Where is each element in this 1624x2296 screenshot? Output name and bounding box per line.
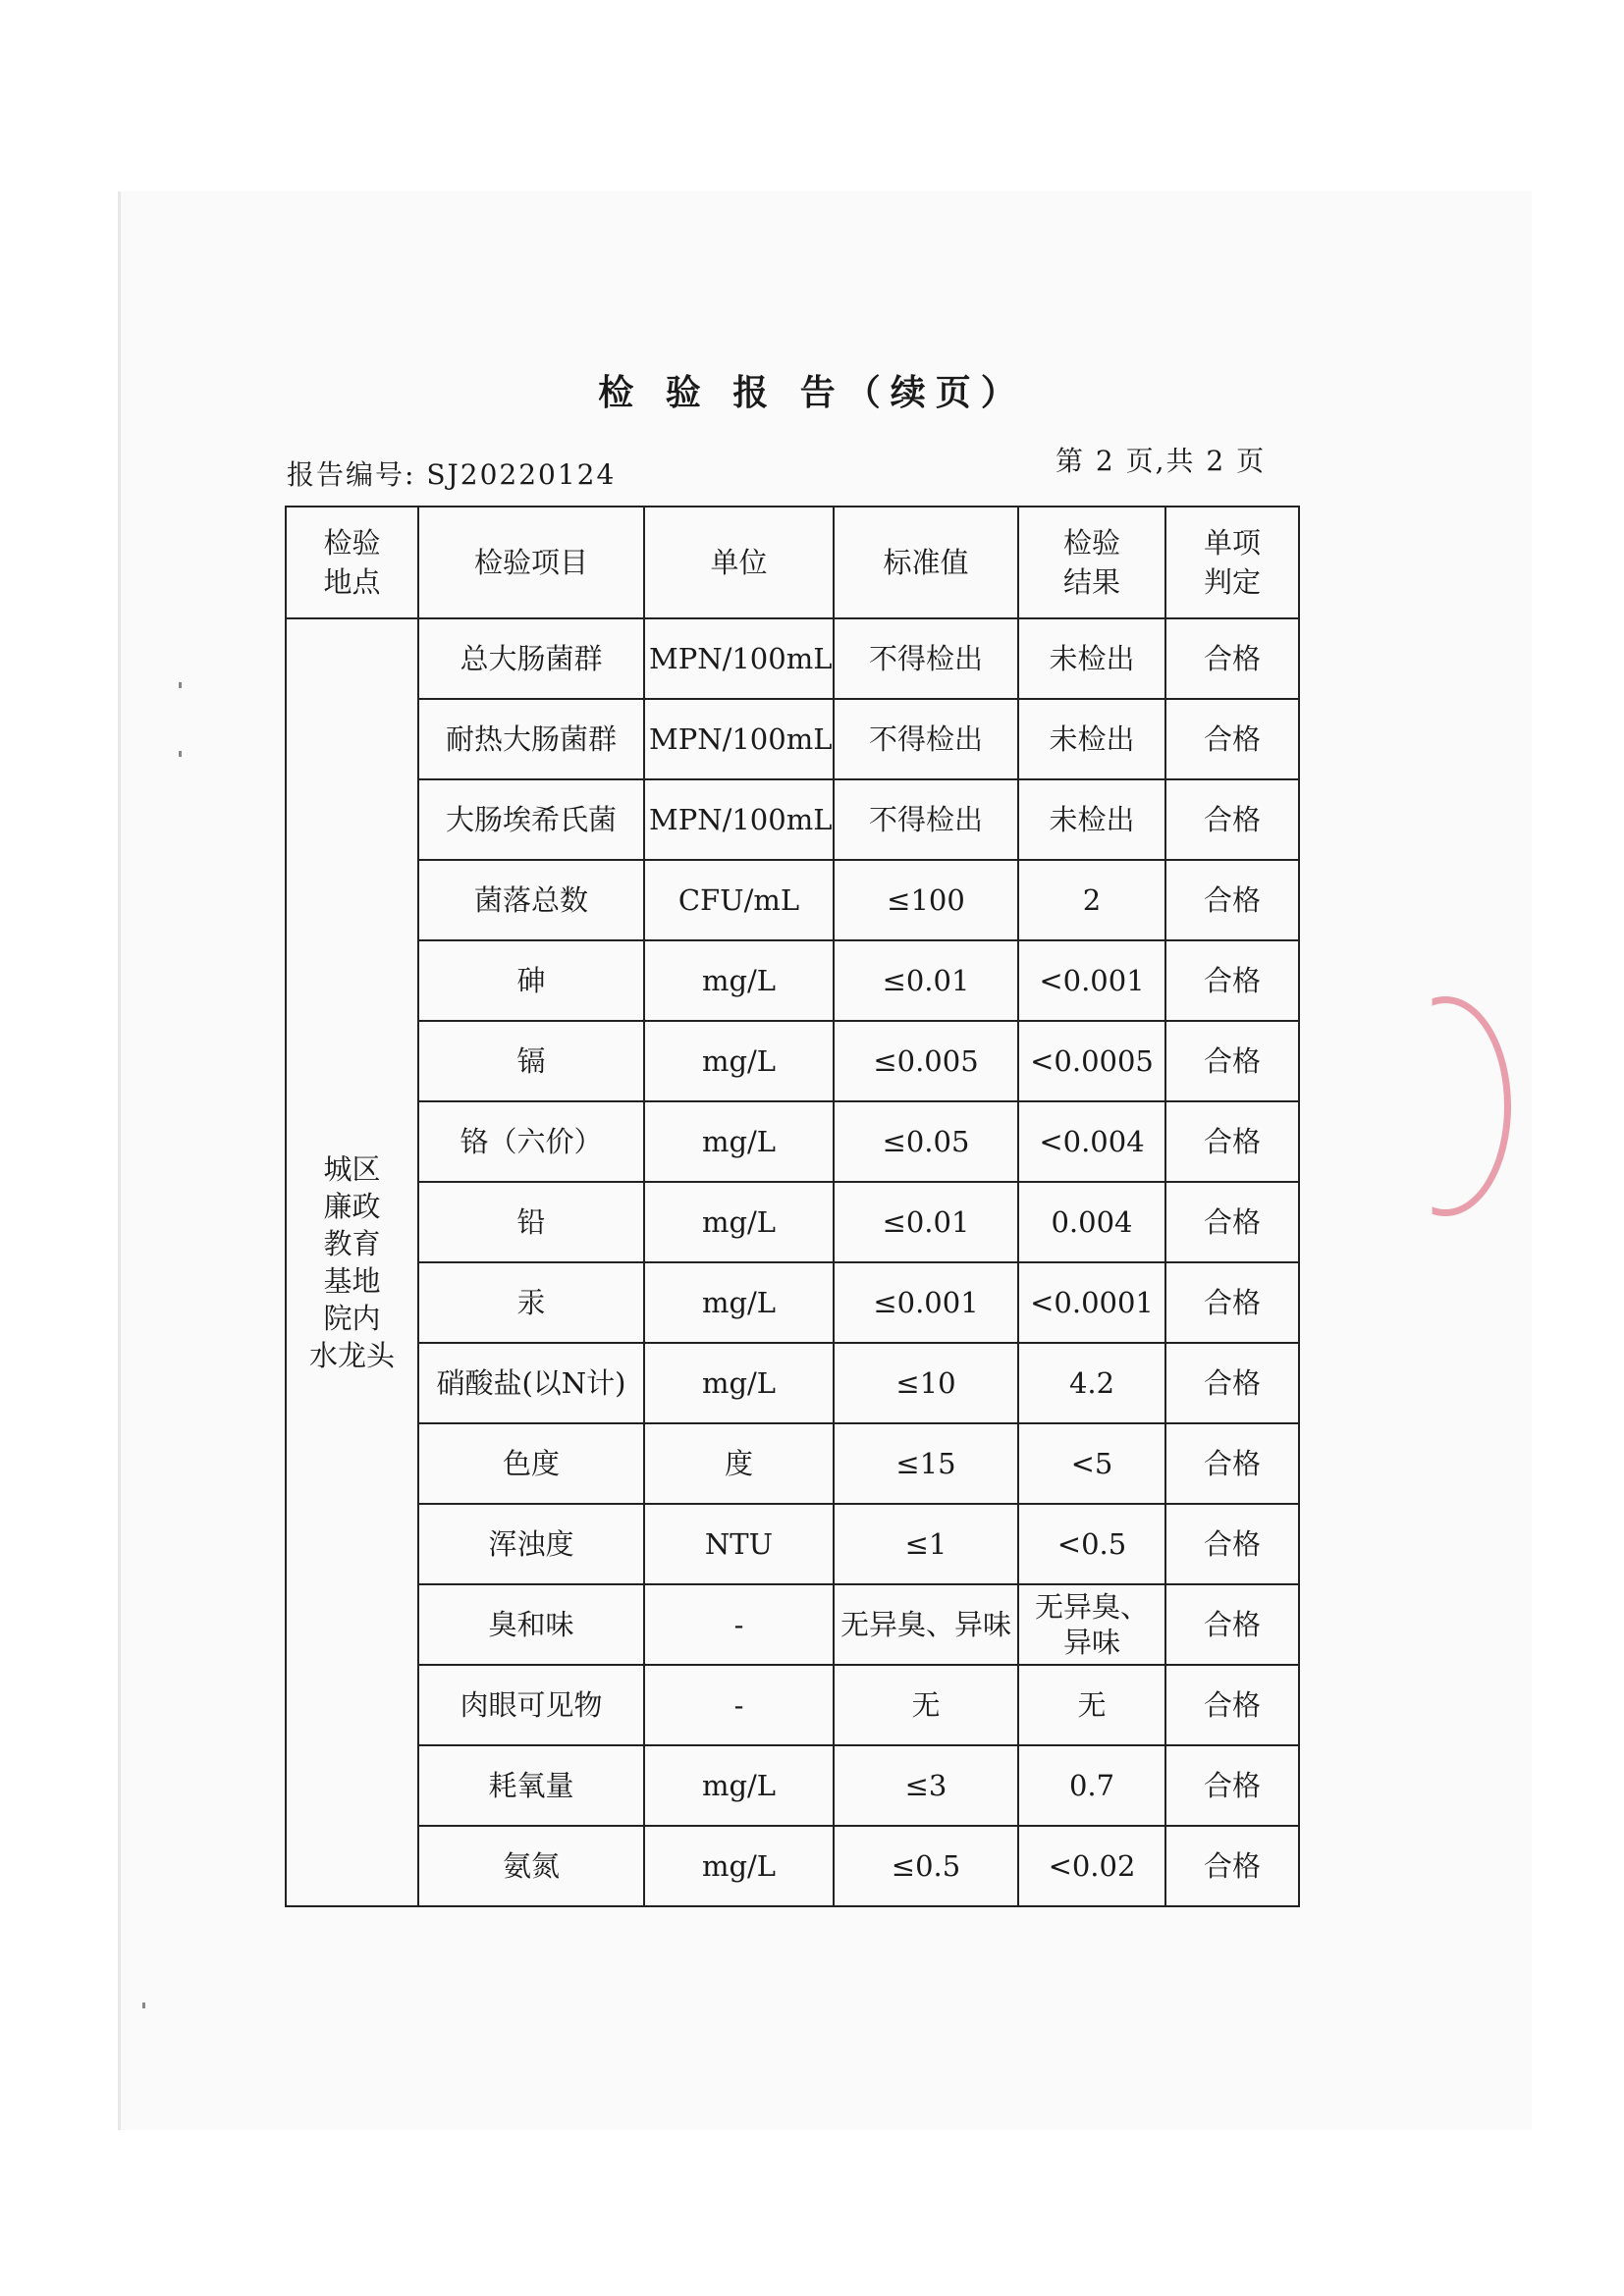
standard-cell: [834, 1101, 1018, 1182]
result-text: <0.0005: [1030, 1044, 1154, 1078]
unit-text: mg/L: [701, 1125, 777, 1158]
judgement-cell: [1165, 1262, 1299, 1343]
unit-text: mg/L: [701, 1366, 777, 1400]
standard-cell: [834, 1021, 1018, 1101]
scan-speck: [179, 682, 182, 688]
item-text: 铬（六价）: [460, 1125, 603, 1158]
item-cell: [418, 1423, 644, 1504]
scan-speck: [142, 2002, 145, 2008]
header-item-label: 检验项目: [473, 546, 588, 579]
header-judgement-label: 单项 判定: [1203, 526, 1261, 599]
judgement-cell: [1165, 1504, 1299, 1584]
result-text: 0.004: [1051, 1205, 1133, 1239]
report-number-label: 报告编号:: [287, 458, 416, 491]
result-text: 2: [1082, 883, 1102, 917]
unit-text: mg/L: [701, 1849, 777, 1883]
standard-cell: [834, 618, 1018, 699]
unit-cell: [644, 1826, 834, 1906]
table-row: [286, 1584, 1299, 1665]
unit-cell: [644, 1584, 834, 1665]
item-cell: [418, 1665, 644, 1745]
judgement-text: 合格: [1203, 722, 1261, 756]
standard-text: ≤0.005: [873, 1044, 979, 1078]
standard-text: ≤1: [904, 1527, 947, 1561]
judgement-text: 合格: [1203, 1044, 1261, 1078]
unit-cell: [644, 699, 834, 779]
standard-text: ≤15: [895, 1447, 956, 1480]
location-cell: [286, 618, 418, 1906]
standard-cell: [834, 1343, 1018, 1423]
header-judgement: [1165, 507, 1299, 618]
unit-text: mg/L: [701, 1286, 777, 1319]
item-cell: [418, 1343, 644, 1423]
judgement-text: 合格: [1203, 642, 1261, 675]
result-cell: [1018, 860, 1165, 940]
standard-cell: [834, 1745, 1018, 1826]
item-text: 镉: [516, 1044, 546, 1078]
table-row: [286, 860, 1299, 940]
item-cell: [418, 1504, 644, 1584]
judgement-cell: [1165, 1826, 1299, 1906]
result-text: <0.02: [1048, 1849, 1136, 1883]
item-cell: [418, 618, 644, 699]
unit-cell: [644, 618, 834, 699]
table-row: [286, 1182, 1299, 1262]
judgement-text: 合格: [1203, 1205, 1261, 1239]
result-text: <0.0001: [1030, 1286, 1154, 1319]
standard-cell: [834, 1423, 1018, 1504]
table-row: [286, 1262, 1299, 1343]
judgement-cell: [1165, 1584, 1299, 1665]
judgement-cell: [1165, 618, 1299, 699]
table-row: [286, 1504, 1299, 1584]
judgement-cell: [1165, 1665, 1299, 1745]
item-cell: [418, 1826, 644, 1906]
standard-cell: [834, 1504, 1018, 1584]
table-row: [286, 779, 1299, 860]
item-cell: [418, 1101, 644, 1182]
item-text: 臭和味: [488, 1608, 574, 1641]
item-text: 耗氧量: [488, 1769, 574, 1802]
unit-text: -: [733, 1608, 744, 1641]
table-row: [286, 940, 1299, 1021]
judgement-cell: [1165, 699, 1299, 779]
location-text: 城区 廉政 教育 基地 院内 水龙头: [308, 1152, 395, 1372]
table-row: [286, 1745, 1299, 1826]
unit-text: 度: [724, 1447, 753, 1480]
result-cell: [1018, 1665, 1165, 1745]
unit-text: mg/L: [701, 1205, 777, 1239]
header-standard-label: 标准值: [883, 546, 969, 579]
standard-text: ≤0.001: [873, 1286, 979, 1319]
result-text: 无异臭、 异味: [1034, 1590, 1149, 1659]
judgement-cell: [1165, 1423, 1299, 1504]
standard-cell: [834, 1584, 1018, 1665]
item-cell: [418, 1584, 644, 1665]
standard-text: 无: [911, 1688, 941, 1722]
unit-text: MPN/100mL: [649, 642, 833, 675]
judgement-cell: [1165, 1182, 1299, 1262]
item-text: 砷: [516, 964, 546, 997]
judgement-text: 合格: [1203, 1608, 1261, 1641]
standard-text: ≤0.5: [891, 1849, 961, 1883]
header-location: [286, 507, 418, 618]
item-text: 耐热大肠菌群: [445, 722, 617, 756]
item-cell: [418, 940, 644, 1021]
result-cell: [1018, 940, 1165, 1021]
unit-text: mg/L: [701, 1044, 777, 1078]
result-cell: [1018, 1182, 1165, 1262]
item-text: 汞: [516, 1286, 546, 1319]
header-result: [1018, 507, 1165, 618]
unit-cell: [644, 779, 834, 860]
standard-cell: [834, 1665, 1018, 1745]
table-row: [286, 618, 1299, 699]
judgement-text: 合格: [1203, 1125, 1261, 1158]
table-row: [286, 1665, 1299, 1745]
item-cell: [418, 779, 644, 860]
result-text: 未检出: [1049, 642, 1135, 675]
item-cell: [418, 860, 644, 940]
judgement-text: 合格: [1203, 1366, 1261, 1400]
item-text: 浑浊度: [488, 1527, 574, 1561]
unit-text: MPN/100mL: [649, 722, 833, 756]
result-text: 未检出: [1049, 803, 1135, 836]
standard-cell: [834, 779, 1018, 860]
unit-cell: [644, 1182, 834, 1262]
inspection-table: [285, 506, 1300, 1907]
header-result-label: 检验 结果: [1062, 526, 1120, 599]
item-cell: [418, 1745, 644, 1826]
judgement-cell: [1165, 1745, 1299, 1826]
result-cell: [1018, 1423, 1165, 1504]
item-cell: [418, 1021, 644, 1101]
item-text: 大肠埃希氏菌: [445, 803, 617, 836]
result-cell: [1018, 779, 1165, 860]
scan-speck: [179, 751, 182, 757]
judgement-text: 合格: [1203, 1527, 1261, 1561]
judgement-text: 合格: [1203, 1849, 1261, 1883]
report-title: 检 验 报 告（续页）: [598, 373, 1026, 413]
result-text: <0.004: [1039, 1125, 1145, 1158]
judgement-text: 合格: [1203, 1447, 1261, 1480]
standard-cell: [834, 1182, 1018, 1262]
item-text: 菌落总数: [473, 883, 588, 917]
unit-text: CFU/mL: [677, 883, 800, 917]
unit-cell: [644, 940, 834, 1021]
standard-text: ≤10: [895, 1366, 956, 1400]
standard-cell: [834, 940, 1018, 1021]
table-row: [286, 699, 1299, 779]
item-cell: [418, 699, 644, 779]
standard-cell: [834, 699, 1018, 779]
standard-text: 不得检出: [868, 642, 983, 675]
unit-text: mg/L: [701, 964, 777, 997]
result-cell: [1018, 1504, 1165, 1584]
unit-cell: [644, 1423, 834, 1504]
judgement-cell: [1165, 1101, 1299, 1182]
result-cell: [1018, 1745, 1165, 1826]
standard-text: ≤3: [904, 1769, 947, 1802]
standard-cell: [834, 860, 1018, 940]
judgement-text: 合格: [1203, 1286, 1261, 1319]
header-unit: [644, 507, 834, 618]
unit-text: MPN/100mL: [649, 803, 833, 836]
item-cell: [418, 1262, 644, 1343]
item-text: 色度: [502, 1447, 560, 1480]
header-item: [418, 507, 644, 618]
result-text: 4.2: [1068, 1366, 1115, 1400]
unit-text: mg/L: [701, 1769, 777, 1802]
standard-text: ≤0.01: [882, 964, 970, 997]
item-cell: [418, 1182, 644, 1262]
table-row: [286, 1101, 1299, 1182]
result-cell: [1018, 1584, 1165, 1665]
standard-text: ≤0.01: [882, 1205, 970, 1239]
unit-cell: [644, 1504, 834, 1584]
unit-cell: [644, 1101, 834, 1182]
result-text: 无: [1077, 1688, 1107, 1722]
header-standard: [834, 507, 1018, 618]
table-header-row: [286, 507, 1299, 618]
unit-text: NTU: [704, 1527, 774, 1561]
judgement-cell: [1165, 1343, 1299, 1423]
judgement-cell: [1165, 1021, 1299, 1101]
result-cell: [1018, 1262, 1165, 1343]
header-unit-label: 单位: [710, 546, 768, 579]
table-row: [286, 1021, 1299, 1101]
unit-cell: [644, 1021, 834, 1101]
result-cell: [1018, 699, 1165, 779]
report-number-value: SJ20220124: [426, 458, 617, 491]
judgement-text: 合格: [1203, 964, 1261, 997]
judgement-text: 合格: [1203, 1688, 1261, 1722]
unit-cell: [644, 1665, 834, 1745]
table-row: [286, 1343, 1299, 1423]
result-text: <0.001: [1039, 964, 1145, 997]
judgement-cell: [1165, 940, 1299, 1021]
result-cell: [1018, 618, 1165, 699]
judgement-text: 合格: [1203, 883, 1261, 917]
judgement-cell: [1165, 779, 1299, 860]
unit-cell: [644, 1343, 834, 1423]
standard-cell: [834, 1826, 1018, 1906]
standard-text: 不得检出: [868, 722, 983, 756]
judgement-cell: [1165, 860, 1299, 940]
table-row: [286, 1826, 1299, 1906]
scan-edge: [118, 191, 121, 2130]
unit-text: -: [733, 1688, 744, 1722]
standard-text: ≤100: [887, 883, 965, 917]
item-text: 总大肠菌群: [460, 642, 603, 675]
judgement-text: 合格: [1203, 1769, 1261, 1802]
result-cell: [1018, 1101, 1165, 1182]
result-cell: [1018, 1021, 1165, 1101]
judgement-text: 合格: [1203, 803, 1261, 836]
item-text: 氨氮: [502, 1849, 560, 1883]
result-text: <0.5: [1056, 1527, 1127, 1561]
item-text: 硝酸盐(以N计): [436, 1366, 626, 1400]
item-text: 铅: [516, 1205, 546, 1239]
result-cell: [1018, 1826, 1165, 1906]
table-body: [286, 618, 1299, 1906]
unit-cell: [644, 1262, 834, 1343]
standard-cell: [834, 1262, 1018, 1343]
result-text: <5: [1070, 1447, 1113, 1480]
result-cell: [1018, 1343, 1165, 1423]
header-location-label: 检验 地点: [323, 526, 381, 599]
standard-text: 不得检出: [868, 803, 983, 836]
table-row: [286, 1423, 1299, 1504]
unit-cell: [644, 1745, 834, 1826]
standard-text: ≤0.05: [882, 1125, 970, 1158]
item-text: 肉眼可见物: [460, 1688, 603, 1722]
standard-text: 无异臭、异味: [839, 1608, 1011, 1641]
result-text: 0.7: [1068, 1769, 1115, 1802]
page-number: 第 2 页,共 2 页: [1056, 445, 1267, 477]
report-number: [287, 454, 616, 493]
unit-cell: [644, 860, 834, 940]
result-text: 未检出: [1049, 722, 1135, 756]
